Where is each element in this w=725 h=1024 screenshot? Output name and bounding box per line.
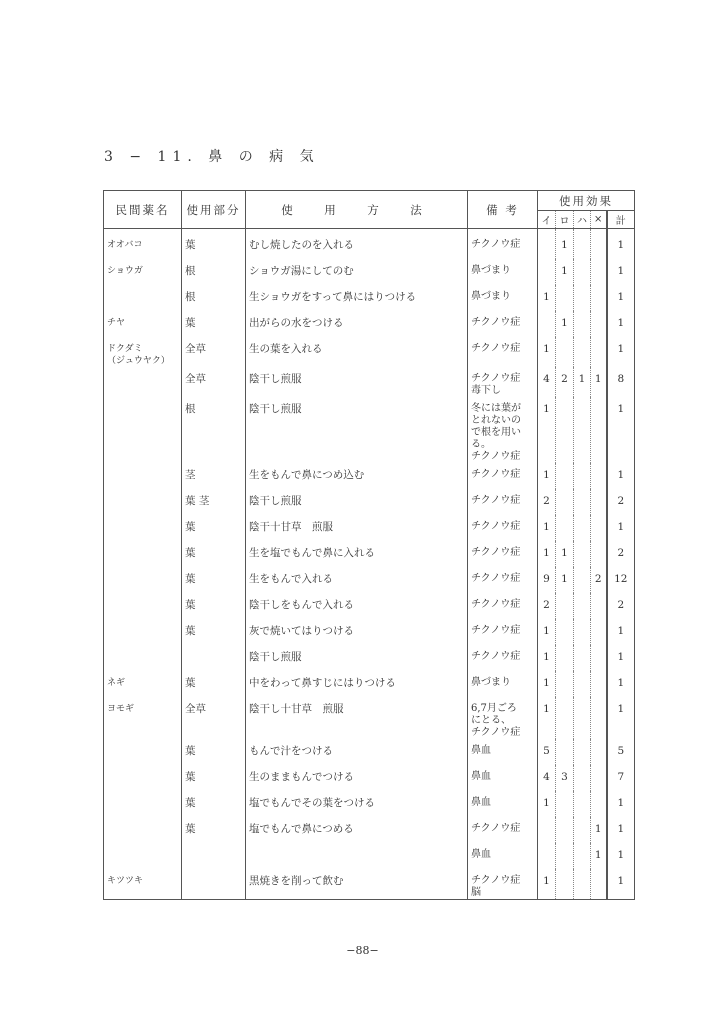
cell-method: 生のままもんでつける — [246, 765, 468, 791]
cell-effect-ha — [574, 463, 591, 489]
cell-method: 生ショウガをすって鼻にはりつける — [246, 285, 468, 311]
cell-effect-total: 1 — [607, 645, 635, 671]
cell-effect-total: 1 — [607, 515, 635, 541]
cell-name — [104, 541, 182, 567]
table-row — [104, 397, 635, 463]
cell-method: 陰干し煎服 — [246, 489, 468, 515]
cell-effect-x — [591, 541, 607, 567]
cell-method: 中をわって鼻すじにはりつける — [246, 671, 468, 697]
cell-effect-x — [591, 259, 607, 285]
cell-effect-ha — [574, 697, 591, 739]
cell-effect-x — [591, 645, 607, 671]
cell-effect-total: 1 — [607, 229, 635, 259]
cell-method: 陰干十甘草 煎服 — [246, 515, 468, 541]
table-row — [104, 593, 635, 619]
cell-effect-i: 1 — [538, 463, 556, 489]
cell-effect-i — [538, 311, 556, 337]
cell-part: 葉 — [182, 515, 246, 541]
cell-effect-x — [591, 765, 607, 791]
cell-method: 塩でもんでその葉をつける — [246, 791, 468, 817]
cell-note: 鼻血 — [468, 765, 538, 791]
cell-name — [104, 765, 182, 791]
cell-name — [104, 367, 182, 397]
header-effect-i: イ — [538, 211, 556, 229]
cell-effect-ha — [574, 229, 591, 259]
cell-effect-ro: 1 — [556, 259, 574, 285]
table-row — [104, 869, 635, 900]
cell-name — [104, 397, 182, 463]
table-row — [104, 739, 635, 765]
cell-effect-ro — [556, 593, 574, 619]
cell-method: 陰干しをもんで入れる — [246, 593, 468, 619]
cell-method: 出がらの水をつける — [246, 311, 468, 337]
cell-method: 塩でもんで鼻につめる — [246, 817, 468, 843]
cell-effect-ha — [574, 515, 591, 541]
cell-part: 葉 — [182, 671, 246, 697]
cell-effect-ro — [556, 463, 574, 489]
cell-part: 葉 — [182, 791, 246, 817]
cell-effect-total: 1 — [607, 311, 635, 337]
cell-note: 鼻づまり — [468, 259, 538, 285]
cell-note: チクノウ症 — [468, 489, 538, 515]
cell-note: チクノウ症 — [468, 541, 538, 567]
cell-name — [104, 645, 182, 671]
remedies-table — [103, 190, 635, 900]
cell-effect-x — [591, 229, 607, 259]
cell-method: 生をもんで鼻につめ込む — [246, 463, 468, 489]
cell-part: 葉 — [182, 817, 246, 843]
cell-part: 全草 — [182, 697, 246, 739]
table-row — [104, 671, 635, 697]
cell-effect-total: 5 — [607, 739, 635, 765]
cell-name: ヨモギ — [104, 697, 182, 739]
header-effect: 使用効果 — [538, 191, 635, 211]
header-effect-x: × — [591, 211, 607, 229]
cell-part: 根 — [182, 397, 246, 463]
cell-effect-i: 1 — [538, 541, 556, 567]
cell-effect-ro — [556, 285, 574, 311]
cell-method: 陰干し十甘草 煎服 — [246, 697, 468, 739]
header-name: 民間薬名 — [104, 191, 182, 229]
table-row — [104, 817, 635, 843]
cell-effect-ha — [574, 541, 591, 567]
cell-name: ドクダミ （ジュウヤク） — [104, 337, 182, 367]
cell-effect-ha — [574, 567, 591, 593]
cell-effect-total: 2 — [607, 593, 635, 619]
header-effect-total: 計 — [607, 211, 635, 229]
cell-part: 根 — [182, 285, 246, 311]
cell-effect-x — [591, 593, 607, 619]
cell-effect-x — [591, 489, 607, 515]
cell-effect-ro — [556, 619, 574, 645]
cell-method: 陰干し煎服 — [246, 367, 468, 397]
cell-effect-x — [591, 739, 607, 765]
cell-effect-total: 1 — [607, 869, 635, 900]
table-row — [104, 567, 635, 593]
cell-note: チクノウ症 — [468, 619, 538, 645]
table-row — [104, 367, 635, 397]
cell-effect-i: 1 — [538, 697, 556, 739]
cell-part: 全草 — [182, 367, 246, 397]
cell-effect-ha — [574, 397, 591, 463]
cell-effect-ro: 1 — [556, 541, 574, 567]
cell-method: 陰干し煎服 — [246, 645, 468, 671]
cell-method: ショウガ湯にしてのむ — [246, 259, 468, 285]
cell-effect-total: 1 — [607, 337, 635, 367]
cell-name — [104, 817, 182, 843]
cell-effect-total: 12 — [607, 567, 635, 593]
cell-effect-ha — [574, 843, 591, 869]
cell-part — [182, 645, 246, 671]
cell-effect-total: 7 — [607, 765, 635, 791]
cell-effect-ha — [574, 791, 591, 817]
cell-note: 冬には葉が とれないの で根を用い る。 チクノウ症 — [468, 397, 538, 463]
cell-note: チクノウ症 — [468, 229, 538, 259]
table-row — [104, 311, 635, 337]
cell-effect-ro — [556, 337, 574, 367]
cell-effect-ro: 2 — [556, 367, 574, 397]
table-row — [104, 619, 635, 645]
cell-effect-x: 1 — [591, 843, 607, 869]
cell-effect-ro: 3 — [556, 765, 574, 791]
cell-part: 茎 — [182, 463, 246, 489]
cell-effect-total: 2 — [607, 489, 635, 515]
cell-effect-ha — [574, 739, 591, 765]
cell-effect-i: 5 — [538, 739, 556, 765]
cell-effect-ha — [574, 489, 591, 515]
table-row — [104, 765, 635, 791]
cell-effect-i: 2 — [538, 593, 556, 619]
table-row — [104, 337, 635, 367]
table-row — [104, 259, 635, 285]
cell-effect-x — [591, 311, 607, 337]
cell-effect-ha — [574, 817, 591, 843]
cell-note: チクノウ症 — [468, 463, 538, 489]
cell-effect-ro — [556, 397, 574, 463]
cell-effect-total: 1 — [607, 259, 635, 285]
cell-effect-i: 1 — [538, 645, 556, 671]
cell-effect-total: 1 — [607, 671, 635, 697]
cell-method: 黒焼きを削って飲む — [246, 869, 468, 900]
cell-effect-total: 1 — [607, 619, 635, 645]
cell-effect-i: 1 — [538, 671, 556, 697]
cell-effect-i: 1 — [538, 285, 556, 311]
cell-effect-x: 1 — [591, 367, 607, 397]
cell-name — [104, 489, 182, 515]
cell-name — [104, 739, 182, 765]
cell-effect-total: 1 — [607, 843, 635, 869]
cell-effect-ha — [574, 869, 591, 900]
cell-effect-x — [591, 869, 607, 900]
cell-effect-ro — [556, 869, 574, 900]
cell-part: 葉 茎 — [182, 489, 246, 515]
cell-effect-x — [591, 619, 607, 645]
cell-method: もんで汁をつける — [246, 739, 468, 765]
cell-name: ショウガ — [104, 259, 182, 285]
cell-part: 全草 — [182, 337, 246, 367]
cell-name — [104, 843, 182, 869]
cell-effect-x — [591, 671, 607, 697]
cell-part: 葉 — [182, 593, 246, 619]
cell-effect-x — [591, 791, 607, 817]
cell-note: チクノウ症 — [468, 645, 538, 671]
cell-method: 生の葉を入れる — [246, 337, 468, 367]
cell-effect-ha — [574, 765, 591, 791]
cell-name — [104, 515, 182, 541]
header-effect-ro: ロ — [556, 211, 574, 229]
cell-effect-i — [538, 817, 556, 843]
cell-name — [104, 285, 182, 311]
cell-part: 葉 — [182, 567, 246, 593]
cell-effect-ro — [556, 671, 574, 697]
cell-note: 鼻血 — [468, 739, 538, 765]
cell-effect-i: 4 — [538, 367, 556, 397]
table-row — [104, 645, 635, 671]
cell-note: 6,7月ごろ にとる、 チクノウ症 — [468, 697, 538, 739]
cell-effect-total: 1 — [607, 463, 635, 489]
cell-effect-ro: 1 — [556, 567, 574, 593]
header-note: 備 考 — [468, 191, 538, 229]
cell-effect-ha: 1 — [574, 367, 591, 397]
cell-effect-ro: 1 — [556, 229, 574, 259]
cell-effect-ha — [574, 285, 591, 311]
cell-note: チクノウ症 — [468, 567, 538, 593]
cell-part: 根 — [182, 259, 246, 285]
cell-effect-i: 1 — [538, 337, 556, 367]
cell-method: むし焼したのを入れる — [246, 229, 468, 259]
cell-name: チヤ — [104, 311, 182, 337]
cell-method: 灰で焼いてはりつける — [246, 619, 468, 645]
cell-note: チクノウ症 — [468, 817, 538, 843]
cell-effect-ro — [556, 515, 574, 541]
table-row — [104, 697, 635, 739]
cell-effect-ha — [574, 619, 591, 645]
cell-method: 陰干し煎服 — [246, 397, 468, 463]
cell-name: キツツキ — [104, 869, 182, 900]
cell-effect-i — [538, 843, 556, 869]
cell-name — [104, 791, 182, 817]
cell-effect-ha — [574, 259, 591, 285]
header-part: 使用部分 — [182, 191, 246, 229]
cell-effect-i: 1 — [538, 791, 556, 817]
table-row — [104, 843, 635, 869]
cell-effect-i: 2 — [538, 489, 556, 515]
cell-effect-total: 1 — [607, 397, 635, 463]
table-row — [104, 229, 635, 259]
cell-part — [182, 869, 246, 900]
cell-part: 葉 — [182, 311, 246, 337]
cell-effect-x: 1 — [591, 817, 607, 843]
cell-name — [104, 463, 182, 489]
cell-effect-total: 1 — [607, 791, 635, 817]
cell-name — [104, 619, 182, 645]
table-row — [104, 515, 635, 541]
cell-part: 葉 — [182, 619, 246, 645]
cell-effect-ha — [574, 337, 591, 367]
cell-effect-total: 1 — [607, 697, 635, 739]
cell-effect-ro — [556, 739, 574, 765]
table-row — [104, 463, 635, 489]
cell-effect-ha — [574, 671, 591, 697]
cell-effect-x — [591, 463, 607, 489]
cell-effect-ha — [574, 311, 591, 337]
cell-effect-x — [591, 397, 607, 463]
section-title: 3 − 11. 鼻 の 病 気 — [104, 149, 320, 165]
cell-note: チクノウ症 — [468, 311, 538, 337]
cell-effect-ro — [556, 645, 574, 671]
cell-note: チクノウ症 — [468, 593, 538, 619]
cell-part: 葉 — [182, 541, 246, 567]
cell-method — [246, 843, 468, 869]
cell-note: チクノウ症 — [468, 515, 538, 541]
cell-name — [104, 593, 182, 619]
cell-effect-ro — [556, 817, 574, 843]
cell-effect-i: 9 — [538, 567, 556, 593]
header-method: 使 用 方 法 — [246, 191, 468, 229]
cell-effect-i: 1 — [538, 515, 556, 541]
cell-part: 葉 — [182, 229, 246, 259]
cell-effect-i: 1 — [538, 869, 556, 900]
table-row — [104, 285, 635, 311]
table-row — [104, 791, 635, 817]
cell-method: 生を塩でもんで鼻に入れる — [246, 541, 468, 567]
cell-note: 鼻づまり — [468, 671, 538, 697]
cell-note: 鼻血 — [468, 791, 538, 817]
cell-part — [182, 843, 246, 869]
cell-effect-i — [538, 229, 556, 259]
cell-effect-i: 1 — [538, 397, 556, 463]
cell-effect-total: 1 — [607, 285, 635, 311]
cell-effect-ha — [574, 593, 591, 619]
cell-note: チクノウ症 毒下し — [468, 367, 538, 397]
cell-effect-ro — [556, 489, 574, 515]
cell-effect-total: 1 — [607, 817, 635, 843]
cell-part: 葉 — [182, 765, 246, 791]
cell-note: 鼻づまり — [468, 285, 538, 311]
cell-part: 葉 — [182, 739, 246, 765]
table-row — [104, 541, 635, 567]
cell-note: チクノウ症 — [468, 337, 538, 367]
cell-effect-x — [591, 285, 607, 311]
cell-name: ネギ — [104, 671, 182, 697]
cell-effect-ro: 1 — [556, 311, 574, 337]
cell-note: チクノウ症 脳 — [468, 869, 538, 900]
page-number: −88− — [346, 944, 379, 957]
cell-name: オオバコ — [104, 229, 182, 259]
table-row — [104, 489, 635, 515]
cell-effect-i: 1 — [538, 619, 556, 645]
cell-effect-i — [538, 259, 556, 285]
cell-effect-ro — [556, 697, 574, 739]
cell-effect-i: 4 — [538, 765, 556, 791]
cell-effect-ro — [556, 791, 574, 817]
cell-effect-ha — [574, 645, 591, 671]
cell-name — [104, 567, 182, 593]
cell-effect-ro — [556, 843, 574, 869]
header-effect-ha: ハ — [574, 211, 591, 229]
cell-effect-x — [591, 515, 607, 541]
cell-effect-x: 2 — [591, 567, 607, 593]
cell-effect-x — [591, 337, 607, 367]
cell-effect-total: 8 — [607, 367, 635, 397]
cell-effect-total: 2 — [607, 541, 635, 567]
cell-note: 鼻血 — [468, 843, 538, 869]
cell-effect-x — [591, 697, 607, 739]
cell-method: 生をもんで入れる — [246, 567, 468, 593]
